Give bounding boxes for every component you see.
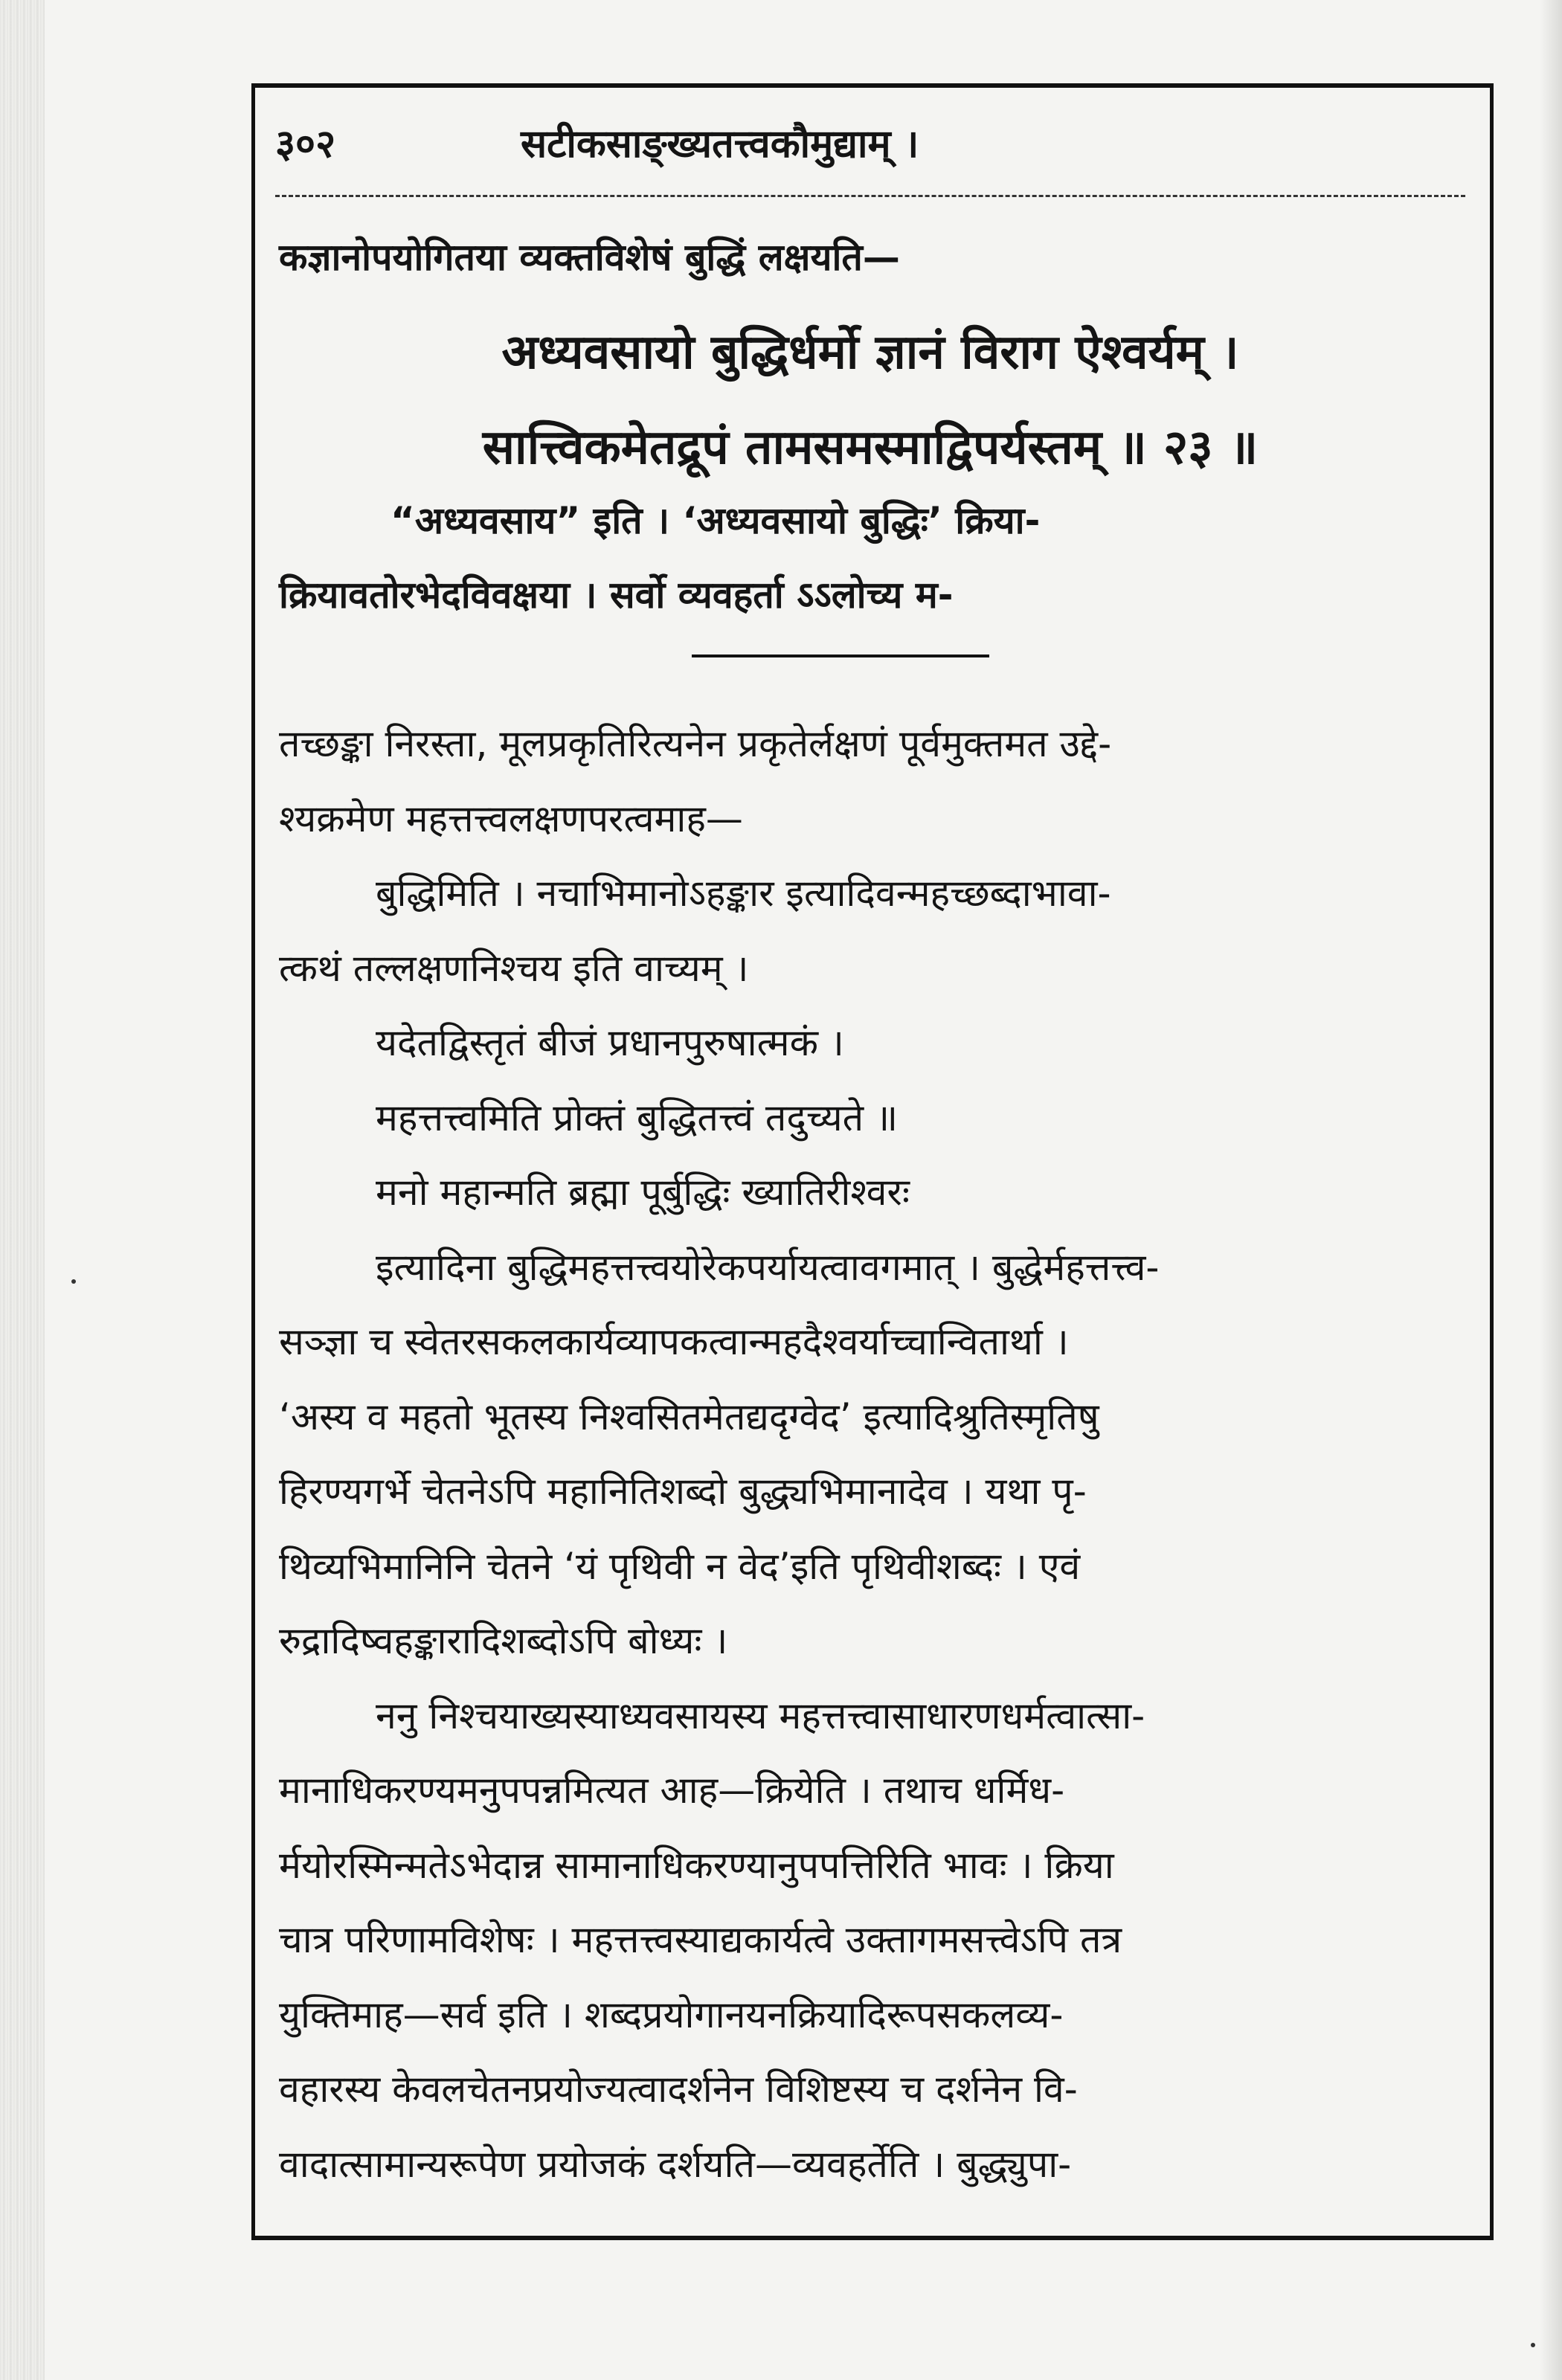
gloss-line: क्रियावतोरभेदविवक्षया । सर्वो व्यवहर्ता ऽऽलोच्य म- bbox=[279, 573, 954, 617]
stray-mark bbox=[1531, 2343, 1535, 2347]
footnote-line: इत्यादिना बुद्धिमहत्तत्त्वयोरेकपर्यायत्वावगमात् । बुद्धेर्महत्तत्त्व- bbox=[376, 1245, 1160, 1289]
footnote-line: वहारस्य केवलचेतनप्रयोज्यत्वादर्शनेन विशिष्टस्य च दर्शनेन वि- bbox=[279, 2068, 1078, 2111]
footnote-line: बुद्धिमिति । नचाभिमानोऽहङ्कार इत्यादिवन्महच्छब्दाभावा- bbox=[376, 872, 1111, 915]
footnote-line: र्मयोरस्मिन्मतेऽभेदान्न सामानाधिकरण्यानुपपत्तिरिति भावः । क्रिया bbox=[279, 1843, 1114, 1887]
karika-verse bbox=[279, 305, 1462, 495]
footnote-line: थिव्यभिमानिनि चेतने ‘यं पृथिवी न वेद’इति पृथिवीशब्दः । एवं bbox=[279, 1544, 1081, 1588]
footnote-verse-line: मनो महान्मति ब्रह्मा पूर्बुद्धिः ख्यातिरीश्वरः bbox=[376, 1171, 910, 1214]
footnote-verse-line: महत्तत्त्वमिति प्रोक्तं बुद्धितत्त्वं तदुच्यते ॥ bbox=[376, 1096, 899, 1139]
footnote-line: ननु निश्चयाख्यस्याध्यवसायस्य महत्तत्त्वासाधारणधर्मत्वात्सा- bbox=[376, 1694, 1145, 1737]
footnote-line: सञ्ज्ञा च स्वेतरसकलकार्यव्यापकत्वान्महदैश्वर्याच्चान्वितार्था । bbox=[279, 1320, 1069, 1363]
gloss-paragraph bbox=[279, 483, 1462, 632]
footnote-line: हिरण्यगर्भे चेतनेऽपि महानितिशब्दो बुद्ध्यभिमानादेव । यथा पृ- bbox=[279, 1470, 1087, 1513]
footnote-block bbox=[279, 707, 1462, 2202]
footnote-line: त्कथं तल्लक्षणनिश्चय इति वाच्यम् । bbox=[279, 946, 749, 990]
scan-edge-left bbox=[0, 0, 45, 2380]
karika-line-1: अध्यवसायो बुद्धिर्धर्मो ज्ञानं विराग ऐश्वर्यम् । bbox=[501, 324, 1239, 380]
stray-mark bbox=[71, 1279, 76, 1284]
footnote-line: वादात्सामान्यरूपेण प्रयोजकं दर्शयति—व्यवहर्तेति । बुद्ध्युपा- bbox=[279, 2142, 1072, 2186]
header-rule bbox=[275, 195, 1465, 197]
footnote-line: मानाधिकरण्यमनुपपन्नमित्यत आह—क्रियेति । तथाच धर्मिध- bbox=[279, 1769, 1065, 1812]
gloss-line: “अध्यवसाय” इति । ‘अध्यवसायो बुद्धिः’ क्रिया- bbox=[390, 499, 1041, 542]
page-number: ३०२ bbox=[275, 121, 336, 167]
footnote-line: श्यक्रमेण महत्तत्त्वलक्षणपरत्वमाह— bbox=[279, 797, 743, 840]
commentary-intro: कज्ञानोपयोगितया व्यक्तविशेषं बुद्धिं लक्षयति— bbox=[279, 236, 900, 279]
footnote-line: चात्र परिणामविशेषः । महत्तत्त्वस्याद्यकार्यत्वे उक्तागमसत्त्वेऽपि तत्र bbox=[279, 1918, 1122, 1961]
scan-edge-right bbox=[1540, 0, 1562, 2380]
footnote-line: तच्छङ्का निरस्ता, मूलप्रकृतिरित्यनेन प्रकृतेर्लक्षणं पूर्वमुक्तमत उद्दे- bbox=[279, 722, 1112, 765]
footnote-line: रुद्रादिष्वहङ्कारादिशब्दोऽपि बोध्यः । bbox=[279, 1619, 728, 1662]
footnote-line: युक्तिमाह—सर्व इति । शब्दप्रयोगानयनक्रियादिरूपसकलव्य- bbox=[279, 1993, 1064, 2036]
footnote-verse-line: यदेतद्विस्तृतं बीजं प्रधानपुरुषात्मकं । bbox=[376, 1021, 844, 1064]
page-header bbox=[275, 112, 1465, 186]
running-title: सटीकसाङ्ख्यतत्त्वकौमुद्याम् । bbox=[521, 122, 919, 167]
footnote-line: ‘अस्य व महतो भूतस्य निश्वसितमेतद्यदृग्वेद’ इत्यादिश्रुतिस्मृतिषु bbox=[279, 1395, 1099, 1438]
karika-line-2: सात्त्विकमेतद्रूपं तामसमस्माद्विपर्यस्तम् ॥ २३ ॥ bbox=[482, 419, 1259, 475]
section-divider bbox=[692, 654, 989, 657]
